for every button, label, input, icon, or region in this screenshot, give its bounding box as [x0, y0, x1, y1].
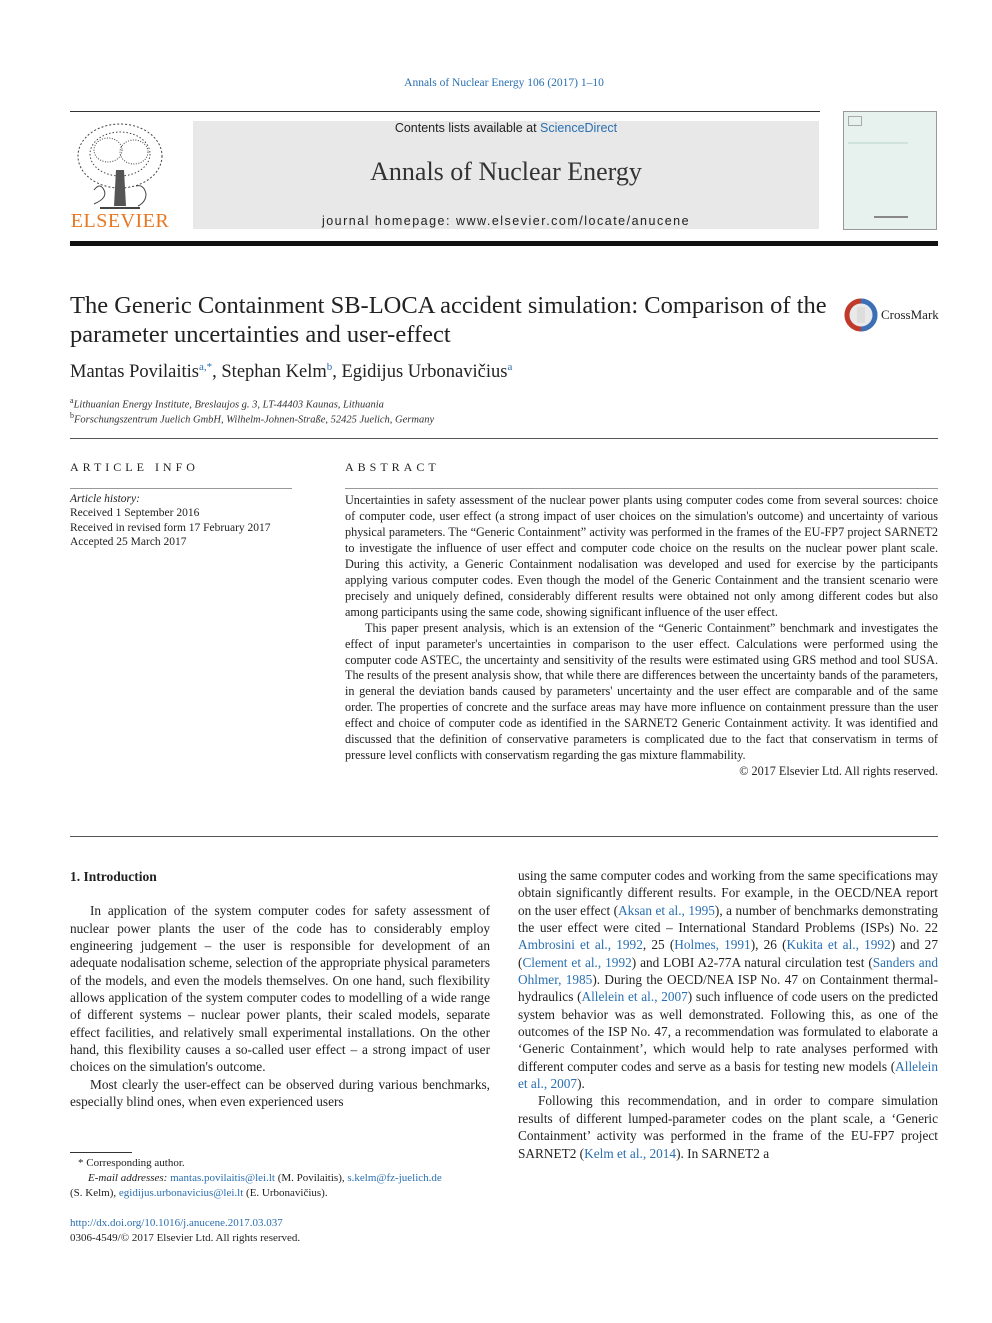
- abstract-paragraph: Uncertainties in safety assessment of the nuclear power plants using computer codes come from several sources: choice of computer code, user effect (a strong impact of user choices on the simulation's outcome) and uncertainty of various physical parameters. The “Generic Containment” activity was performed in the frames of the EU-FP7 project SARNET2 to investigate the influence of user effect and computer code choice on the results on the nuclear power plant scale. During this activity, a Generic Containment nodalisation was developed and used for exercise by the participants applying various computer codes. Even though the model of the Generic Containment and the transient scenario were precisely and uniquely defined, considerably different results were obtained not only among different codes but also among participants using the same code, showing significant influence of the user effect.: [345, 493, 938, 619]
- corresponding-author-note: * Corresponding author.: [78, 1157, 185, 1169]
- elsevier-wordmark: ELSEVIER: [70, 210, 170, 232]
- history-label: Article history:: [70, 493, 140, 505]
- abstract-paragraph: This paper present analysis, which is an extension of the “Generic Containment” benchmark and investigates the effect of input parameter's uncertainties in comparison to the user effect. Calculations were performed using the computer code ASTEC, the uncertainty and sensitivity of the results were estimated using GRS method and tool SUSA. The results of the present analysis show, that while there are differences between the uncertainty bands of the parameters, in general the deviation bands caused by parameters' uncertainty and the user effect are comparable and of the same order. The properties of concrete and the surface areas may have more influence on containment pressure than the user effect and choice of computer code as identified in the SARNET2 Generic Containment activity. It was identified and discussed that the definition of conservative parameters is complicated due to the fact that conservatism in terms of pressure level conflicts with conservatism regarding the gas mixture flammability.: [345, 620, 938, 763]
- citation-link[interactable]: Aksan et al., 1995: [618, 902, 715, 918]
- cover-footer-line: [874, 216, 908, 218]
- cover-mark-icon: [848, 116, 862, 126]
- journal-cover-thumbnail[interactable]: [843, 111, 937, 230]
- citation-link[interactable]: Clement et al., 1992: [522, 954, 632, 970]
- crossmark-icon: [843, 297, 879, 333]
- citation-link[interactable]: Kelm et al., 2014: [584, 1145, 677, 1161]
- cover-line: [848, 142, 908, 144]
- abstract-copyright: © 2017 Elsevier Ltd. All rights reserved.: [739, 764, 938, 779]
- contents-line: Contents lists available at ScienceDirect: [394, 121, 618, 135]
- email-line: E-mail addresses: mantas.povilaitis@lei.lt (M. Povilaitis), s.kelm@fz-juelich.de: [88, 1172, 442, 1184]
- citation-link[interactable]: Allelein et al., 2007: [581, 989, 688, 1005]
- citation-link[interactable]: Ambrosini et al., 1992: [518, 937, 643, 953]
- article-title: The Generic Containment SB-LOCA accident simulation: Comparison of the parameter uncertainties and user-effect: [70, 292, 827, 348]
- article-history: [70, 492, 271, 549]
- author-affil-sup[interactable]: a: [507, 361, 513, 373]
- section-rule: [70, 836, 938, 837]
- received-date: Received 1 September 2016: [70, 507, 200, 520]
- revised-date: Received in revised form 17 February 2017: [70, 521, 271, 534]
- journal-reference[interactable]: Annals of Nuclear Energy 106 (2017) 1–10: [404, 77, 604, 89]
- author-name[interactable]: Stephan Kelm: [221, 362, 327, 383]
- body-paragraph: In application of the system computer codes for safety assessment of nuclear power plants the user of the code has to considerably employ engineering judgement – the user is responsible for development of an adequate nodalisation scheme, selection of the appropriate physical parameters of the models, and even the models themselves. On one hand, such flexibility allows application of the system computer codes to modelling of a wide range of different systems – nuclear power plants, their scaled models, separate effect facilities, and relatively small experimental installations. On the other hand, this flexibility causes a so-called user effect – a strong impact of user choices on the simulation's outcome.: [70, 903, 490, 1075]
- doi-link[interactable]: http://dx.doi.org/10.1016/j.anucene.2017.03.037: [70, 1217, 283, 1229]
- footnotes: [70, 1156, 490, 1201]
- author-name[interactable]: Mantas Povilaitis: [70, 362, 199, 383]
- citation-link[interactable]: Holmes, 1991: [674, 937, 751, 953]
- accepted-date: Accepted 25 March 2017: [70, 535, 187, 548]
- section-heading: 1. Introduction: [70, 869, 157, 884]
- citation-link[interactable]: Kukita et al., 1992: [786, 937, 891, 953]
- issn-line: 0306-4549/© 2017 Elsevier Ltd. All rights reserved.: [70, 1232, 301, 1244]
- author-list: Mantas Povilaitis$^{a,*}$, Stephan Kelm$^b$, Egidijus Urbonavičius$^a$: [70, 361, 513, 383]
- doi-block: [70, 1216, 300, 1246]
- journal-banner: [193, 121, 819, 229]
- article-info-rule: [70, 488, 292, 489]
- body-paragraph: using the same computer codes and working from the same specifications may obtain significantly different results. For example, in the OECD/NEA report on the user effect (Aksan et al., 1995), a number of benchmarks demonstrating the user effect were cited – International Standard Problems (ISPs) No. 22 Ambrosini et al., 1992, 25 (Holmes, 1991), 26 (Kukita et al., 1992) and 27 (Clement et al., 1992) and LOBI A2-77A natural circulation test (Sanders and Ohlmer, 1985). During the OECD/NEA ISP No. 47 on Containment thermal-hydraulics (Allelein et al., 2007) such influence of code users on the predicted system behavior was as well demonstrated. Following this, as one of the outcomes of the ISP No. 47, a recommendation was formulated to elaborate a ‘Generic Containment’, which would help to rate analyses performed with different computer codes and serve as a basis for testing new models (Allelein et al., 2007).: [518, 868, 938, 1092]
- section-rule: [70, 438, 938, 439]
- body-left-column: [70, 868, 490, 1110]
- abstract-heading: ABSTRACT: [345, 460, 440, 474]
- crossmark-button[interactable]: [843, 297, 943, 333]
- email-link[interactable]: s.kelm@fz-juelich.de: [347, 1172, 442, 1184]
- author-name[interactable]: Egidijus Urbonavičius: [341, 362, 508, 383]
- journal-name: Annals of Nuclear Energy: [370, 157, 642, 186]
- body-paragraph: Following this recommendation, and in order to compare simulation results of different lumped-parameter codes on the plant scale, a ‘Generic Containment’ activity was performed in the frame of the EU-FP7 project SARNET2 (Kelm et al., 2014). In SARNET2 a: [518, 1093, 938, 1161]
- author-affil-sup[interactable]: b: [326, 361, 333, 373]
- abstract-rule: [345, 488, 938, 489]
- citation-link[interactable]: Allelein et al., 2007: [518, 1058, 938, 1092]
- email-link[interactable]: egidijus.urbonavicius@lei.lt: [118, 1187, 244, 1199]
- email-line: (S. Kelm), egidijus.urbonavicius@lei.lt (E. Urbonavičius).: [70, 1187, 328, 1199]
- affiliation-b: $^b$Forschungszentrum Juelich GmbH, Wilhelm-Johnen-Straße, 52425 Juelich, Germany: [70, 411, 435, 426]
- author-affil-sup[interactable]: a,*: [199, 361, 213, 373]
- journal-homepage[interactable]: journal homepage: www.elsevier.com/locate/anucene: [321, 214, 691, 228]
- header-rule: [70, 111, 820, 112]
- abstract-body: [345, 493, 938, 780]
- citation-link[interactable]: Sanders and Ohlmer, 1985: [518, 954, 938, 988]
- body-paragraph: Most clearly the user-effect can be observed during various benchmarks, especially blind ones, when even experienced users: [70, 1076, 490, 1110]
- elsevier-logo: [70, 120, 170, 232]
- article-info-heading: ARTICLE INFO: [70, 460, 199, 474]
- affiliation-a: $^a$Lithuanian Energy Institute, Breslaujos g. 3, LT-44403 Kaunas, Lithuania: [70, 396, 384, 411]
- header-thick-rule: [70, 241, 938, 246]
- footnote-rule: [70, 1152, 132, 1153]
- email-link[interactable]: mantas.povilaitis@lei.lt: [170, 1172, 275, 1184]
- body-right-column: [518, 867, 938, 1162]
- crossmark-label: CrossMark: [881, 307, 939, 322]
- sciencedirect-link[interactable]: ScienceDirect: [540, 121, 618, 135]
